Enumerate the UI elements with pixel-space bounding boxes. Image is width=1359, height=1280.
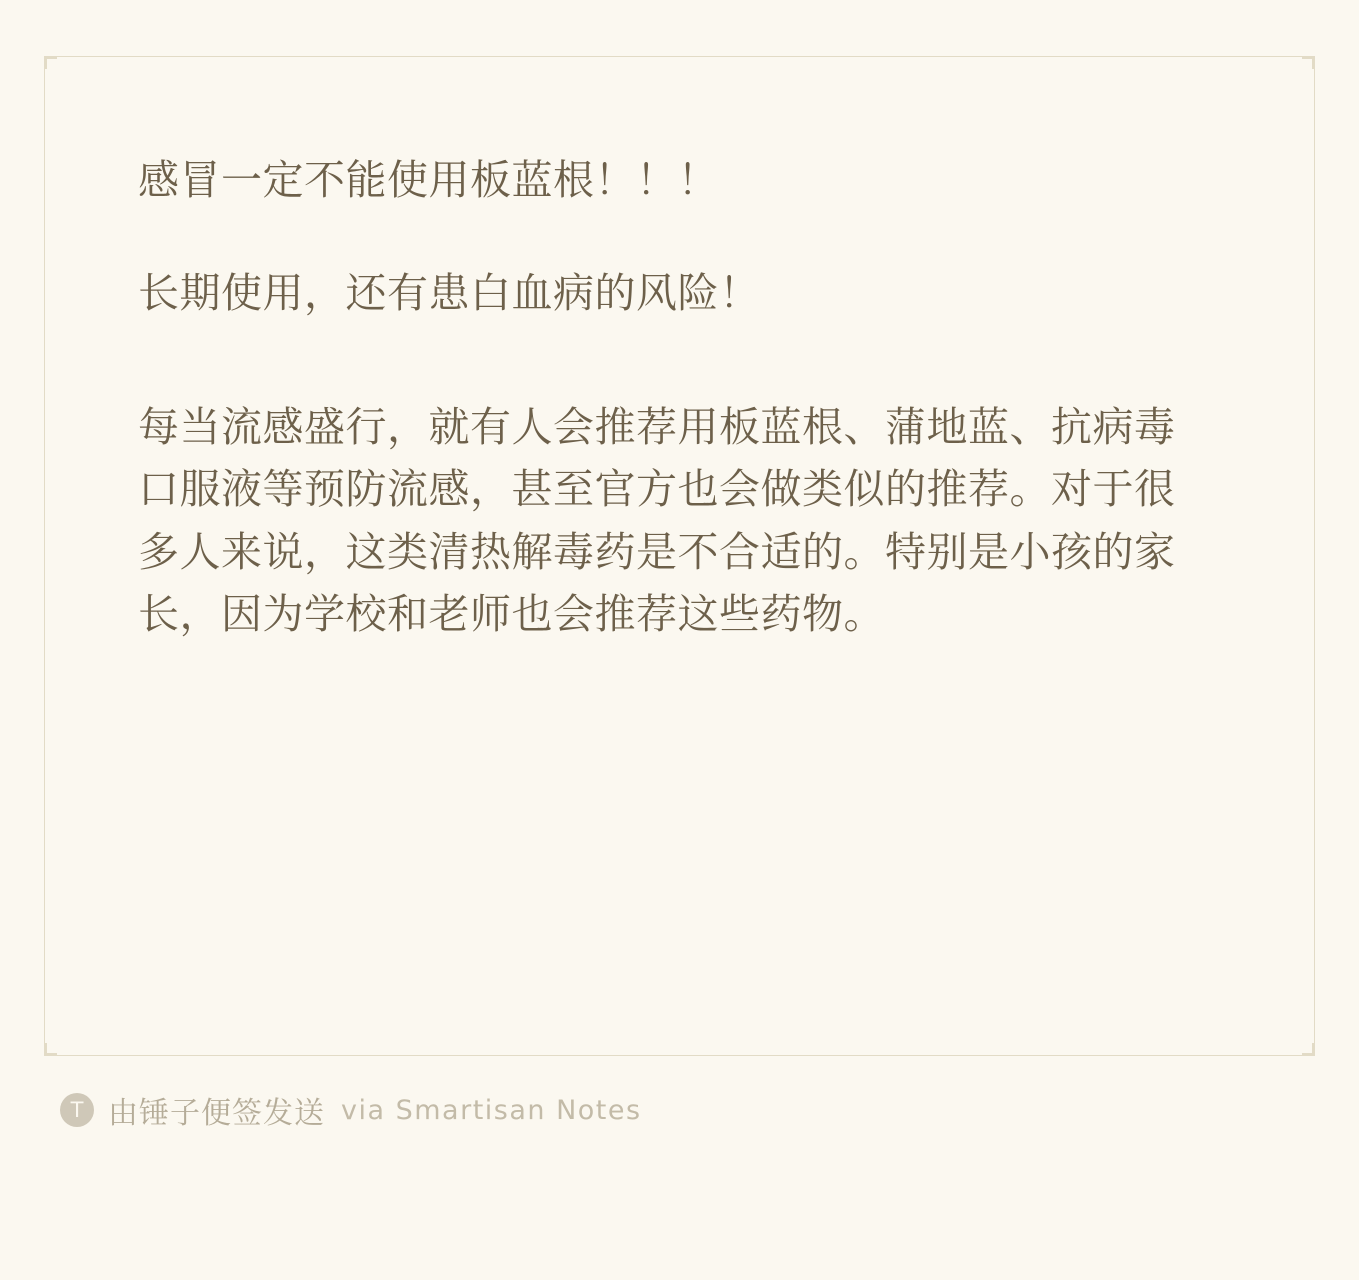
frame-corner-top-right (1302, 56, 1315, 69)
note-paragraph-1: 感冒一定不能使用板蓝根！！！ (138, 156, 719, 204)
note-content (138, 156, 1213, 645)
smartisan-logo-icon: T (60, 1093, 94, 1127)
frame-corner-top-left (44, 56, 57, 69)
note-footer (60, 1090, 642, 1130)
frame-corner-bottom-left (44, 1043, 57, 1056)
footer-credit-cn: 由锤子便签发送 (108, 1096, 325, 1131)
footer-credit-en: via Smartisan Notes (341, 1094, 642, 1126)
note-paragraph-2: 长期使用，还有患白血病的风险！ (138, 269, 761, 317)
frame-corner-bottom-right (1302, 1043, 1315, 1056)
note-paragraph-3: 每当流感盛行，就有人会推荐用板蓝根、蒲地蓝、抗病毒口服液等预防流感，甚至官方也会做类似的推荐。对于很多人来说，这类清热解毒药是不合适的。特别是小孩的家长，因为学校和老师也会推荐这些药物。 (138, 403, 1176, 638)
